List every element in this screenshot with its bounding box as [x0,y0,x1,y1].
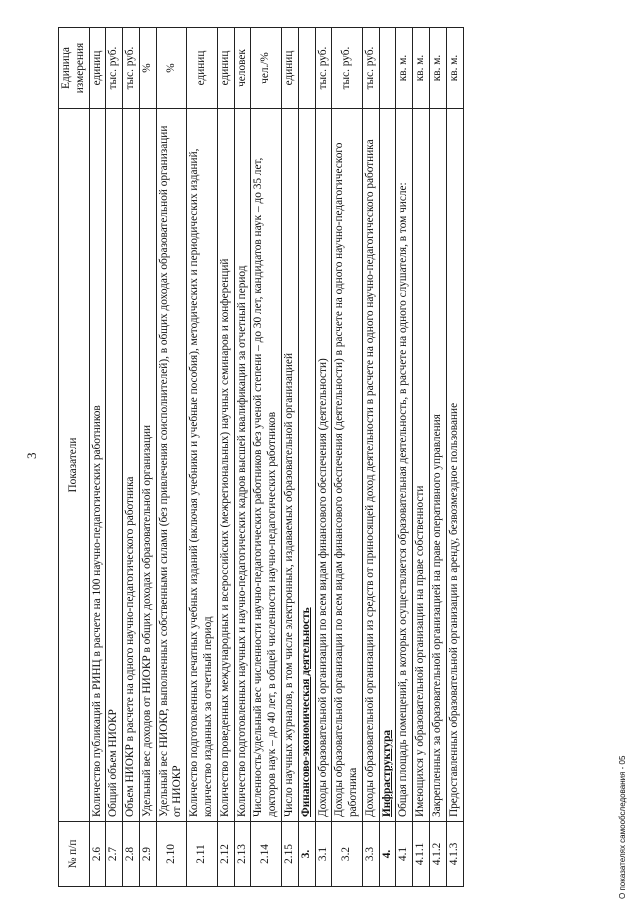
row-unit: тыс. руб. [362,28,379,109]
row-num: 4. [379,822,396,887]
table-row [413,28,430,887]
row-unit: тыс. руб. [123,28,140,109]
row-num: 4.1.1 [413,822,430,887]
section-row [379,28,396,887]
row-unit: кв. м. [446,28,463,109]
row-indicator: Закрепленных за образовательной организацией на праве оперативного управления [429,109,446,822]
table-row [187,28,218,887]
row-unit: % [139,28,156,109]
row-num: 4.1.2 [429,822,446,887]
row-num: 3.2 [332,822,363,887]
row-indicator: Доходы образовательной организации по всем видам финансового обеспечения (деятельности) в расчете на одного научно-педагогического работника [332,109,363,822]
row-num: 2.13 [234,822,251,887]
row-num: 3.1 [315,822,332,887]
row-unit: тыс. руб. [106,28,123,109]
row-unit: кв. м. [429,28,446,109]
row-num: 2.12 [217,822,234,887]
row-unit: тыс. руб. [315,28,332,109]
row-indicator: Количество подготовленных научных и научно-педагогических кадров высшей квалификации за отчетный период [234,109,251,822]
header-indicator: Показатели [59,109,90,822]
header-unit: Единица измерения [59,28,90,109]
table-row [89,28,106,887]
table-row [362,28,379,887]
footer-note: О показателях самообследования - 05 [618,755,627,899]
row-num: 2.15 [281,822,298,887]
row-num: 3. [298,822,315,887]
row-unit: единиц [217,28,234,109]
row-num: 2.11 [187,822,218,887]
row-indicator: Количество проведенных международных и всероссийских (межрегиональных) научных семинаров и конференций [217,109,234,822]
row-unit: человек [234,28,251,109]
table-body [89,28,463,887]
table-header-row [59,28,90,887]
row-unit: чел./% [251,28,282,109]
row-indicator: Общая площадь помещений, в которых осуществляется образовательная деятельность, в расчете на одного слушателя, в том числе: [396,109,413,822]
row-indicator: Предоставленных образовательной организации в аренду, безвозмездное пользование [446,109,463,822]
table-row [106,28,123,887]
table-row [156,28,187,887]
table-row [251,28,282,887]
table-row [217,28,234,887]
row-indicator: Общий объем НИОКР [106,109,123,822]
row-num: 2.14 [251,822,282,887]
row-num: 2.10 [156,822,187,887]
row-indicator: Инфраструктура [379,109,396,822]
row-indicator: Удельный вес НИОКР, выполненных собственными силами (без привлечения соисполнителей), в общих доходах образовательной организации от НИОКР [156,109,187,822]
table-row [446,28,463,887]
row-unit [298,28,315,109]
table-row [332,28,363,887]
table-row [234,28,251,887]
table-row [139,28,156,887]
row-indicator: Число научных журналов, в том числе электронных, издаваемых образовательной организацией [281,109,298,822]
row-num: 2.8 [123,822,140,887]
row-indicator: Количество подготовленных печатных учебных изданий (включая учебники и учебные пособия), методических и периодических изданий, количество изданных за отчетный период [187,109,218,822]
row-indicator: Численность/удельный вес численности научно-педагогических работников без ученой степени – до 30 лет, кандидатов наук – до 35 лет, докторов наук – до 40 лет, в общей численности научно-педагогических работников [251,109,282,822]
section-row [298,28,315,887]
table-row [281,28,298,887]
row-unit: единиц [187,28,218,109]
row-unit: кв. м. [413,28,430,109]
indicators-table [58,27,464,887]
row-indicator: Доходы образовательной организации из средств от приносящей доход деятельности в расчете на одного научно-педагогического работника [362,109,379,822]
row-unit: % [156,28,187,109]
row-num: 3.3 [362,822,379,887]
row-num: 2.9 [139,822,156,887]
row-unit: единиц [89,28,106,109]
row-indicator: Имеющихся у образовательной организации на праве собственности [413,109,430,822]
row-num: 4.1 [396,822,413,887]
row-num: 2.6 [89,822,106,887]
page-number: 3 [24,452,39,459]
row-indicator: Финансово-экономическая деятельность [298,109,315,822]
row-unit: тыс. руб. [332,28,363,109]
row-unit [379,28,396,109]
table-row [123,28,140,887]
row-indicator: Доходы образовательной организации по всем видам финансового обеспечения (деятельности) [315,109,332,822]
row-num: 2.7 [106,822,123,887]
row-indicator: Удельный вес доходов от НИОКР в общих доходах образовательной организации [139,109,156,822]
table-row [315,28,332,887]
header-num: № п/п [59,822,90,887]
table-row [396,28,413,887]
row-unit: единиц [281,28,298,109]
table-row [429,28,446,887]
row-unit: кв. м. [396,28,413,109]
row-indicator: Объем НИОКР в расчете на одного научно-педагогического работника [123,109,140,822]
row-num: 4.1.3 [446,822,463,887]
row-indicator: Количество публикаций в РИНЦ в расчете на 100 научно-педагогических работников [89,109,106,822]
